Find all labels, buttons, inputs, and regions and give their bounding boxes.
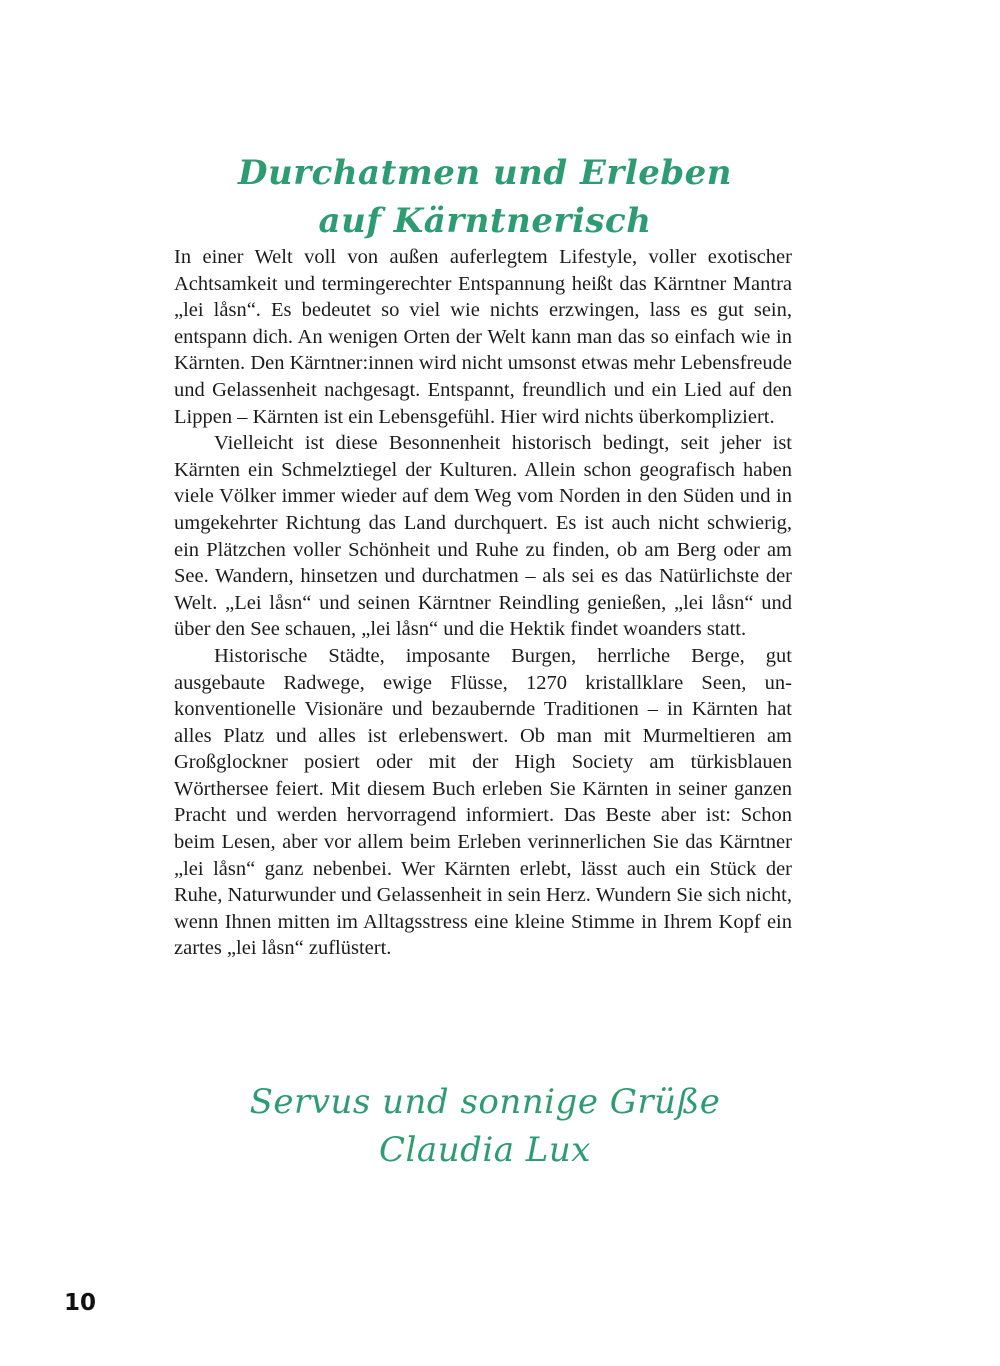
chapter-heading-line-2: auf Kärntnerisch [318,200,652,241]
paragraph-2: Vielleicht ist diese Besonnenheit historisch bedingt, seit jeher ist Kärnten ein Schmelztiegel der Kulturen. Allein schon geografisch haben viele Völker immer wieder auf dem Weg vom Norden in den Süden und in umgekehrter Richtung das Land durchquert. Es ist auch nicht schwierig, ein Plätzchen voller Schönheit und Ruhe zu finden, ob am Berg oder am See. Wandern, hinsetzen und durchatmen – als sei es das Natürlichste der Welt. „Lei låsn“ und seinen Kärntner Reindling genießen, „lei låsn“ und über den See schauen, „lei låsn“ und die Hektik findet woanders statt. [174,432,792,641]
chapter-heading-line-1: Durchatmen und Erleben [238,152,732,193]
chapter-heading [0,149,970,245]
body-text [174,244,792,962]
closing-signature [0,1078,970,1174]
page-number: 10 [64,1290,97,1316]
paragraph-3: Historische Städte, imposante Burgen, herrliche Berge, gut ausgebaute Radwege, ewige Flüsse, 1270 kristallklare Seen, unkonventionelle Visionäre und bezaubernde Traditionen – in Kärnten hat alles Platz und alles ist erlebenswert. Ob man mit Murmeltieren am Großglockner posiert oder mit der High Society am türkisblauen Wörthersee feiert. Mit diesem Buch erleben Sie Kärnten in seiner ganzen Pracht und werden hervorragend informiert. Das Beste aber ist: Schon beim Lesen, aber vor allem beim Erleben verinnerlichen Sie das Kärntner „lei låsn“ ganz nebenbei. Wer Kärnten erlebt, lässt auch ein Stück der Ruhe, Naturwunder und Gelassenheit in sein Herz. Wundern Sie sich nicht, wenn Ihnen mitten im Alltagsstress eine kleine Stimme in Ihrem Kopf ein zartes „lei låsn“ zuflüstert. [174,644,792,960]
closing-greeting: Servus und sonnige Grüße [249,1082,721,1122]
author-name: Claudia Lux [379,1130,591,1170]
paragraph-1: In einer Welt voll von außen auferlegtem Lifestyle, voller exotischer Achtsamkeit und termingerechter Entspannung heißt das Kärntner Mantra „lei låsn“. Es bedeutet so viel wie nichts erzwingen, lass es gut sein, entspann dich. An wenigen Orten der Welt kann man das so einfach wie in Kärnten. Den Kärntner:innen wird nicht umsonst etwas mehr Lebensfreude und Gelassenheit nachgesagt. Entspannt, freundlich und ein Lied auf den Lippen – Kärnten ist ein Lebensgefühl. Hier wird nichts überkompliziert. [174,246,792,428]
